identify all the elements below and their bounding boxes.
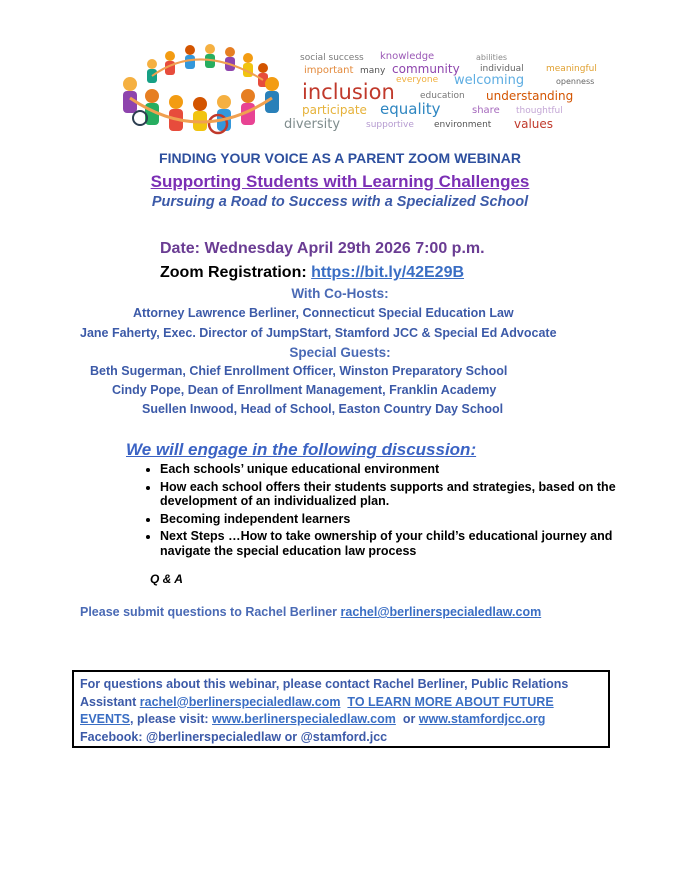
wc-word: many xyxy=(360,66,386,76)
contact-box xyxy=(72,670,610,748)
contact-email-link[interactable]: rachel@berlinerspecialedlaw.com xyxy=(139,694,341,709)
zoom-registration-link[interactable]: https://bit.ly/42E29B xyxy=(311,264,465,281)
wc-word: inclusion xyxy=(302,80,395,104)
qa-label: Q & A xyxy=(150,572,183,586)
wc-word: openness xyxy=(556,77,595,86)
wc-word: individual xyxy=(480,64,524,74)
list-item: • How each school offers their students supports and strategies, based on the development of an individualized plan. xyxy=(160,480,630,509)
cohost-name: Attorney Lawrence Berliner, Connecticut Special Education Law xyxy=(133,306,514,320)
wc-word: supportive xyxy=(366,120,414,130)
webinar-subtitle: Pursuing a Road to Success with a Specialized School xyxy=(151,194,529,210)
cohost-name: Jane Faherty, Exec. Director of JumpStart, Stamford JCC & Special Ed Advocate xyxy=(80,326,557,340)
contact-facebook-text: Facebook: @berlinerspecialedlaw or @stamford.jcc xyxy=(80,729,388,744)
zoom-registration-label: Zoom Registration: xyxy=(160,264,312,281)
wc-word: share xyxy=(472,105,500,116)
submit-questions-text: Please submit questions to Rachel Berliner xyxy=(80,605,341,619)
list-item: • Becoming independent learners xyxy=(160,512,630,527)
wc-word: welcoming xyxy=(454,73,525,88)
wc-word: abilities xyxy=(476,53,508,62)
wc-word: participate xyxy=(302,103,367,117)
submit-questions xyxy=(80,605,541,619)
learn-more-link[interactable]: TO LEARN MORE ABOUT FUTURE EVENTS xyxy=(80,694,554,726)
list-item: • Each schools’ unique educational environment xyxy=(160,462,630,477)
wc-word: social success xyxy=(300,53,364,63)
guest-name: Cindy Pope, Dean of Enrollment Management, Franklin Academy xyxy=(112,383,497,397)
wc-word: thoughtful xyxy=(516,106,563,116)
cohosts-label: With Co-Hosts: xyxy=(291,286,389,301)
wc-word: environment xyxy=(434,120,492,130)
contact-text: For questions about this webinar, please contact Rachel Berliner, Public Relations Assistant xyxy=(80,677,569,709)
stamfordjcc-site-link[interactable]: www.stamfordjcc.org xyxy=(418,712,546,726)
wc-word: everyone xyxy=(396,75,439,85)
wc-word: equality xyxy=(380,100,441,118)
zoom-registration xyxy=(160,264,464,282)
wc-word: education xyxy=(420,91,465,101)
submit-email-link[interactable]: rachel@berlinerspecialedlaw.com xyxy=(340,605,542,619)
people-ring-illustration xyxy=(100,36,300,136)
discussion-heading: We will engage in the following discussion: xyxy=(126,440,477,459)
list-item: • Next Steps …How to take ownership of your child’s educational journey and navigate the special education law process xyxy=(160,529,630,558)
discussion-list xyxy=(140,462,630,561)
wc-word: values xyxy=(514,117,554,131)
guest-name: Suellen Inwood, Head of School, Easton Country Day School xyxy=(142,402,504,416)
event-date: Date: Wednesday April 29th 2026 7:00 p.m. xyxy=(160,240,485,257)
guest-name: Beth Sugerman, Chief Enrollment Officer, Winston Preparatory School xyxy=(90,364,508,378)
wc-word: knowledge xyxy=(380,51,435,62)
webinar-series-title: FINDING YOUR VOICE AS A PARENT ZOOM WEBINAR xyxy=(159,150,521,166)
wc-word: community xyxy=(392,62,460,76)
berliner-site-link[interactable]: www.berlinerspecialedlaw.com xyxy=(212,712,396,726)
wc-word: diversity xyxy=(284,117,341,132)
people-ring-icon xyxy=(123,44,279,133)
contact-text: or xyxy=(395,712,419,726)
wc-word: understanding xyxy=(486,89,574,103)
webinar-topic-title: Supporting Students with Learning Challenges xyxy=(150,172,530,191)
header-banner xyxy=(90,36,620,136)
guests-label: Special Guests: xyxy=(289,345,391,360)
contact-text: , please visit: xyxy=(130,712,212,726)
wc-word: meaningful xyxy=(546,64,597,74)
word-cloud xyxy=(284,48,620,136)
wc-word: important xyxy=(304,65,354,76)
